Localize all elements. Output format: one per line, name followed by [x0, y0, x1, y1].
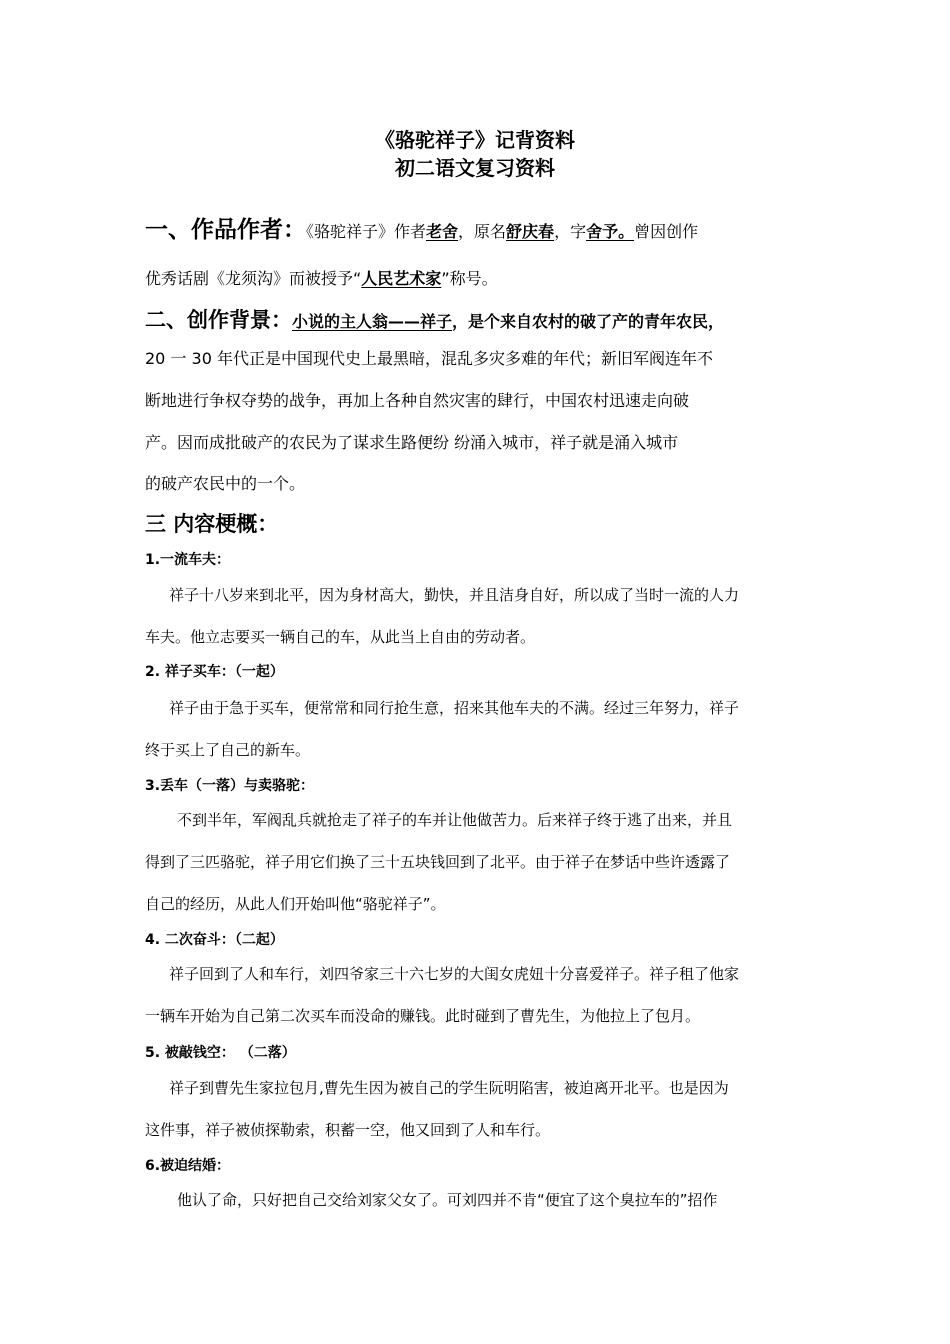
item4-line2: 一辆车开始为自己第二次买车而没命的赚钱。此时碰到了曹先生，为他拉上了包月。 — [145, 1007, 701, 1025]
original-name: 舒庆春 — [506, 222, 555, 241]
item4-title: 4. 二次奋斗：（二起） — [145, 932, 284, 948]
item5-title: 5. 被敲钱空： （二落） — [145, 1045, 296, 1061]
item3-line2: 得到了三匹骆驼，祥子用它们换了三十五块钱回到了北平。由于祥子在梦话中些许透露了 — [145, 853, 731, 871]
section2-line5: 的破产农民中的一个。 — [145, 474, 306, 493]
item5-line1: 祥子到曹先生家拉包月,曹先生因为被自己的学生阮明陷害，被迫离开北平。也是因为 — [169, 1079, 729, 1097]
section2-line3: 断地进行争权夺势的战争，再加上各种自然灾害的肆行，中国农村迅速走向破 — [145, 391, 690, 410]
item3-line1: 不到半年，军阀乱兵就抢走了祥子的车并让他做苦力。后来祥子终于逃了出来，并且 — [177, 811, 733, 829]
item2-title: 2. 祥子买车：（一起） — [145, 664, 284, 680]
item5-line2: 这件事，祥子被侦探勒索，积蓄一空，他又回到了人和车行。 — [145, 1121, 551, 1139]
doc-subtitle: 初二语文复习资料 — [395, 156, 555, 180]
honor-title: 人民艺术家 — [361, 269, 442, 288]
protagonist: 小说的主人翁——祥子 — [292, 312, 453, 331]
section2-line2: 20 一 30 年代正是中国现代史上最黑暗，混乱多灾多难的年代；新旧军阀连年不 — [145, 349, 713, 368]
item1-line1: 祥子十八岁来到北平，因为身材高大，勤快，并且洁身自好，所以成了当时一流的人力 — [169, 586, 740, 604]
item1-line2: 车夫。他立志要买一辆自己的车，从此当上自由的劳动者。 — [145, 628, 536, 646]
item3-title: 3.丢车（一落）与卖骆驼： — [145, 778, 315, 794]
doc-title: 《骆驼祥子》记背资料 — [375, 128, 575, 152]
author-name: 老舍 — [426, 222, 459, 241]
item3-line3: 自己的经历，从此人们开始叫他“骆驼祥子”。 — [145, 895, 446, 913]
item2-line2: 终于买上了自己的新车。 — [145, 741, 311, 759]
section2-line4: 产。因而成批破产的农民为了谋求生路便纷 纷涌入城市，祥子就是涌入城市 — [145, 433, 679, 452]
item1-title: 1.一流车夫： — [145, 552, 231, 568]
section1-line2: 优秀话剧《龙须沟》而被授予“人民艺术家”称号。 — [145, 269, 498, 288]
item4-line1: 祥子回到了人和车行，刘四爷家三十六七岁的大闺女虎妞十分喜爱祥子。祥子租了他家 — [169, 965, 740, 983]
item6-line1: 他认了命，只好把自己交给刘家父女了。可刘四并不肯“便宜了这个臭拉车的”招作 — [177, 1191, 718, 1209]
item2-line1: 祥子由于急于买车，便常常和同行抢生意，招来其他车夫的不满。经过三年努力，祥子 — [169, 699, 740, 717]
section3-heading: 三 内容梗概： — [145, 512, 279, 536]
section1-line1: 一、作品作者：《骆驼祥子》作者老舍，原名舒庆春，字舍予。曾因创作 — [145, 217, 699, 243]
section2-line1: 二、创作背景：小说的主人翁——祥子，是个来自农村的破了产的青年农民， — [145, 308, 725, 332]
section1-heading: 一、作品作者： — [145, 217, 306, 243]
item6-title: 6.被迫结婚： — [145, 1158, 231, 1174]
section2-heading: 二、创作背景： — [145, 308, 292, 332]
courtesy-name: 舍予。 — [586, 222, 635, 241]
